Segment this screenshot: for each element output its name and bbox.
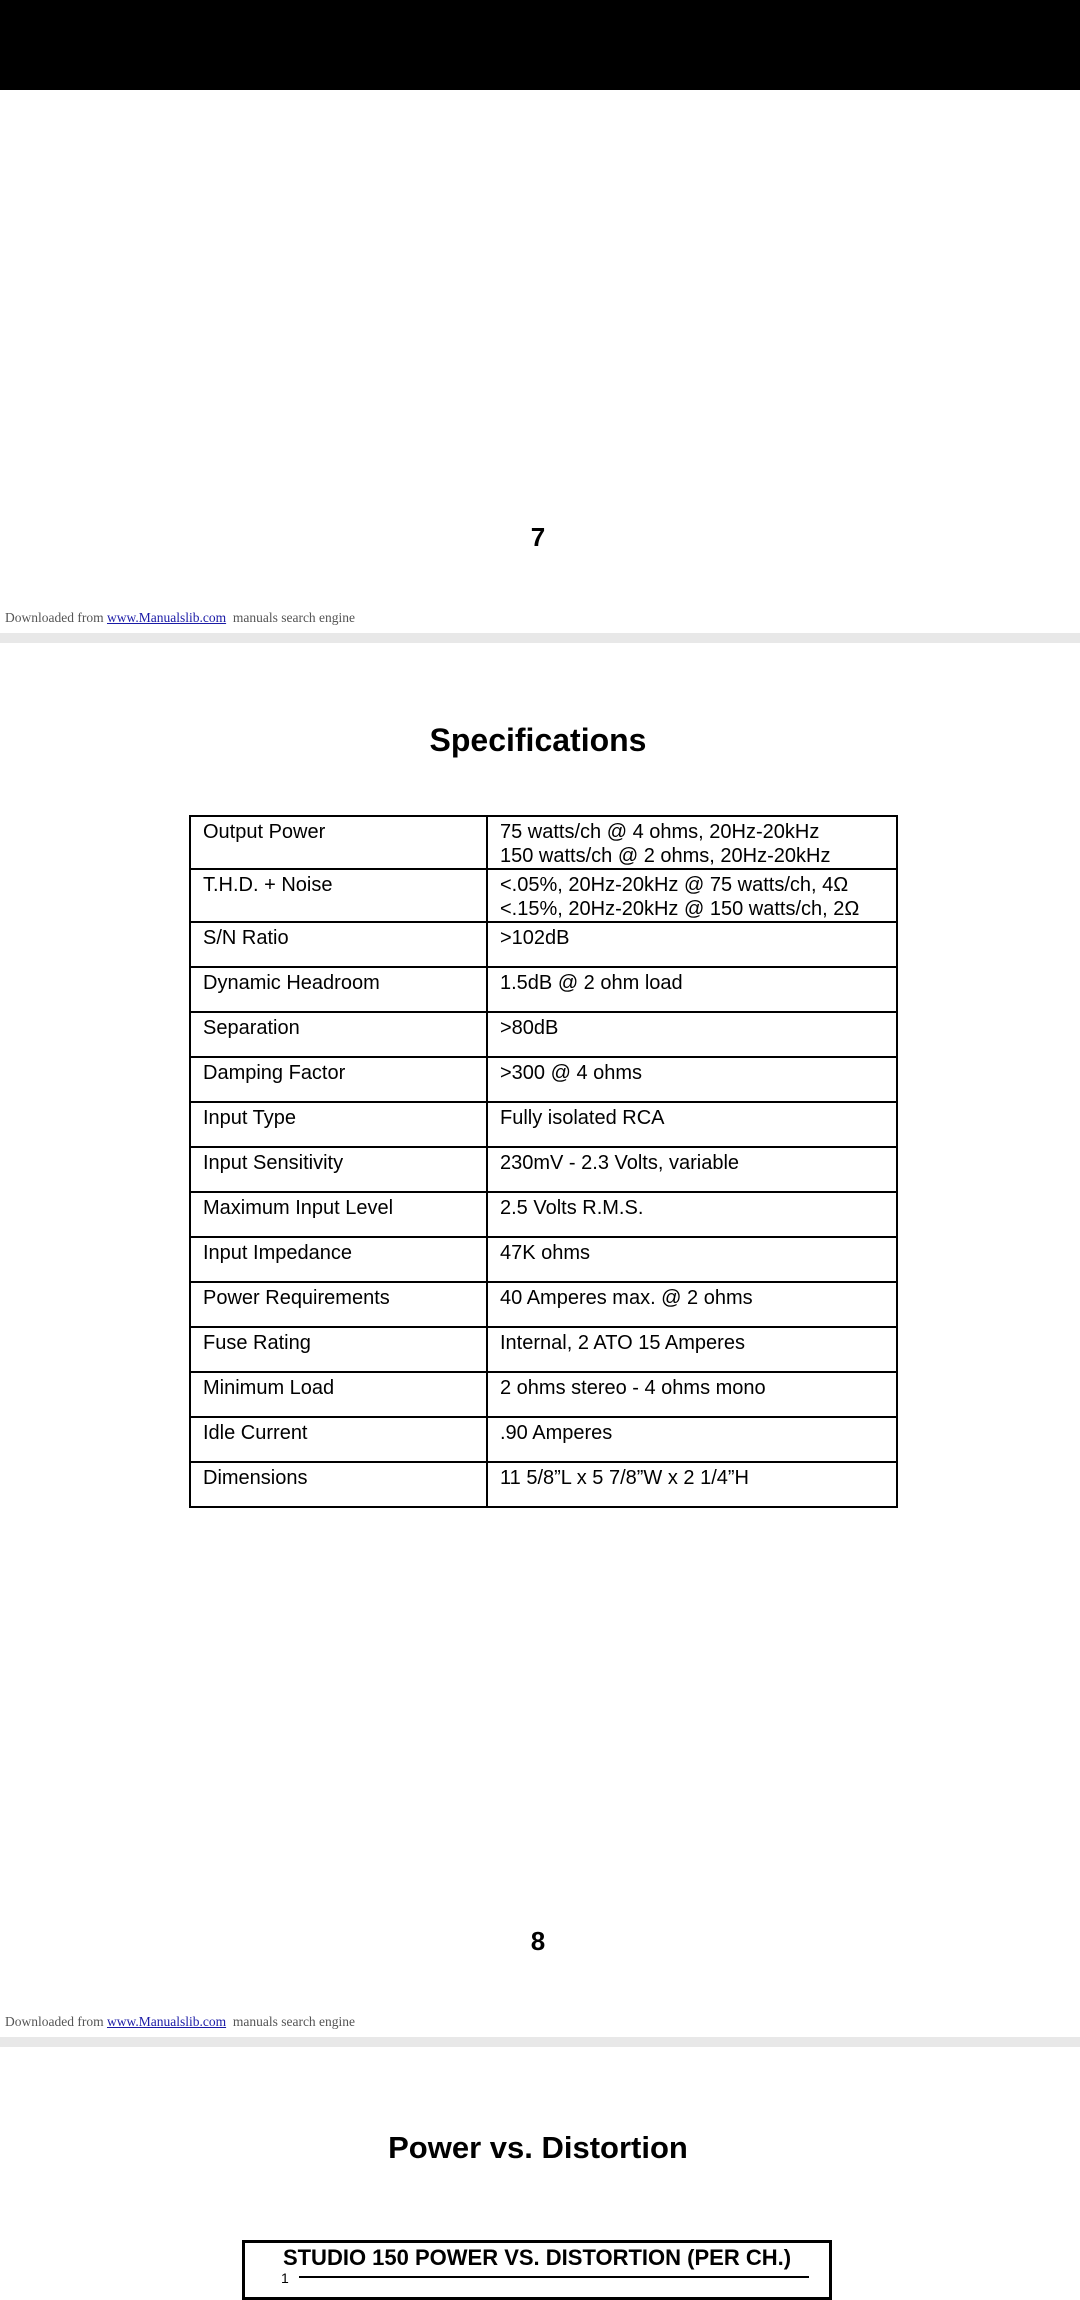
page-number-8: 8 xyxy=(530,1926,546,1956)
spec-label: Separation xyxy=(190,1012,487,1057)
spec-label: Output Power xyxy=(190,816,487,869)
spec-row xyxy=(190,1372,897,1417)
page-separator xyxy=(0,2037,1080,2047)
spec-value xyxy=(487,1102,897,1147)
spec-value-line: <.15%, 20Hz-20kHz @ 150 watts/ch, 2Ω xyxy=(500,898,860,920)
spec-value-line: Fully isolated RCA xyxy=(500,1107,665,1129)
spec-value xyxy=(487,869,897,922)
manualslib-link[interactable]: www.Manualslib.com xyxy=(106,610,227,625)
spec-row xyxy=(190,922,897,967)
page-8-footer xyxy=(5,2014,355,2030)
spec-label: Input Sensitivity xyxy=(190,1147,487,1192)
spec-value-line: Internal, 2 ATO 15 Amperes xyxy=(500,1332,745,1354)
spec-label: Fuse Rating xyxy=(190,1327,487,1372)
spec-value-line: 150 watts/ch @ 2 ohms, 20Hz-20kHz xyxy=(500,845,831,867)
spec-label: S/N Ratio xyxy=(190,922,487,967)
spec-row xyxy=(190,816,897,869)
spec-value-line: >80dB xyxy=(500,1017,559,1039)
spec-label: Dimensions xyxy=(190,1462,487,1507)
spec-row xyxy=(190,1462,897,1507)
spec-label: Input Type xyxy=(190,1102,487,1147)
page-number-7: 7 xyxy=(530,522,546,552)
chart-gridline xyxy=(299,2276,809,2278)
footer-suffix: manuals search engine xyxy=(232,610,356,625)
spec-value-line: 75 watts/ch @ 4 ohms, 20Hz-20kHz xyxy=(500,821,820,843)
spec-row xyxy=(190,967,897,1012)
spec-value-line: 2.5 Volts R.M.S. xyxy=(500,1197,644,1219)
spec-value xyxy=(487,1282,897,1327)
spec-value-line: 11 5/8”L x 5 7/8”W x 2 1/4”H xyxy=(500,1467,749,1489)
page-7-footer xyxy=(5,610,355,626)
spec-value-line: 47K ohms xyxy=(500,1242,591,1264)
spec-label: Power Requirements xyxy=(190,1282,487,1327)
spec-value-line: >102dB xyxy=(500,927,570,949)
spec-value xyxy=(487,1192,897,1237)
spec-value xyxy=(487,922,897,967)
spec-row xyxy=(190,1282,897,1327)
spec-value xyxy=(487,816,897,869)
spec-label: Minimum Load xyxy=(190,1372,487,1417)
spec-value-line: 230mV - 2.3 Volts, variable xyxy=(500,1152,740,1174)
manualslib-link[interactable]: www.Manualslib.com xyxy=(106,2014,227,2029)
spec-label: Damping Factor xyxy=(190,1057,487,1102)
page-title-specifications: Specifications xyxy=(429,722,647,758)
spec-value xyxy=(487,1237,897,1282)
spec-value-line: <.05%, 20Hz-20kHz @ 75 watts/ch, 4Ω xyxy=(500,874,849,896)
spec-row xyxy=(190,1102,897,1147)
spec-row xyxy=(190,1327,897,1372)
spec-value xyxy=(487,1147,897,1192)
spec-row xyxy=(190,1057,897,1102)
spec-value xyxy=(487,1417,897,1462)
footer-prefix: Downloaded from xyxy=(5,2014,104,2029)
spec-label: T.H.D. + Noise xyxy=(190,869,487,922)
page-title-power-vs-distortion: Power vs. Distortion xyxy=(388,2130,688,2165)
spec-row xyxy=(190,1237,897,1282)
spec-label: Maximum Input Level xyxy=(190,1192,487,1237)
spec-label: Input Impedance xyxy=(190,1237,487,1282)
spec-value-line: 40 Amperes max. @ 2 ohms xyxy=(500,1287,753,1309)
spec-label: Idle Current xyxy=(190,1417,487,1462)
spec-value-line: .90 Amperes xyxy=(500,1422,613,1444)
spec-label: Dynamic Headroom xyxy=(190,967,487,1012)
spec-row xyxy=(190,1012,897,1057)
chart-y-tick: 1 xyxy=(281,2270,289,2286)
footer-prefix: Downloaded from xyxy=(5,610,104,625)
spec-value xyxy=(487,1057,897,1102)
spec-row xyxy=(190,1147,897,1192)
spec-value-line: 2 ohms stereo - 4 ohms mono xyxy=(500,1377,766,1399)
spec-row xyxy=(190,1417,897,1462)
footer-suffix: manuals search engine xyxy=(232,2014,356,2029)
page-separator xyxy=(0,633,1080,643)
specifications-table xyxy=(189,815,898,1508)
viewer-top-bar xyxy=(0,0,1080,90)
spec-value xyxy=(487,1012,897,1057)
chart-title: STUDIO 150 POWER VS. DISTORTION (PER CH.) xyxy=(282,2245,792,2270)
spec-value xyxy=(487,1372,897,1417)
spec-value-line: 1.5dB @ 2 ohm load xyxy=(500,972,683,994)
spec-value-line: >300 @ 4 ohms xyxy=(500,1062,643,1084)
spec-row xyxy=(190,869,897,922)
spec-value xyxy=(487,1327,897,1372)
spec-row xyxy=(190,1192,897,1237)
spec-value xyxy=(487,1462,897,1507)
spec-value xyxy=(487,967,897,1012)
distortion-chart-frame xyxy=(242,2240,832,2300)
